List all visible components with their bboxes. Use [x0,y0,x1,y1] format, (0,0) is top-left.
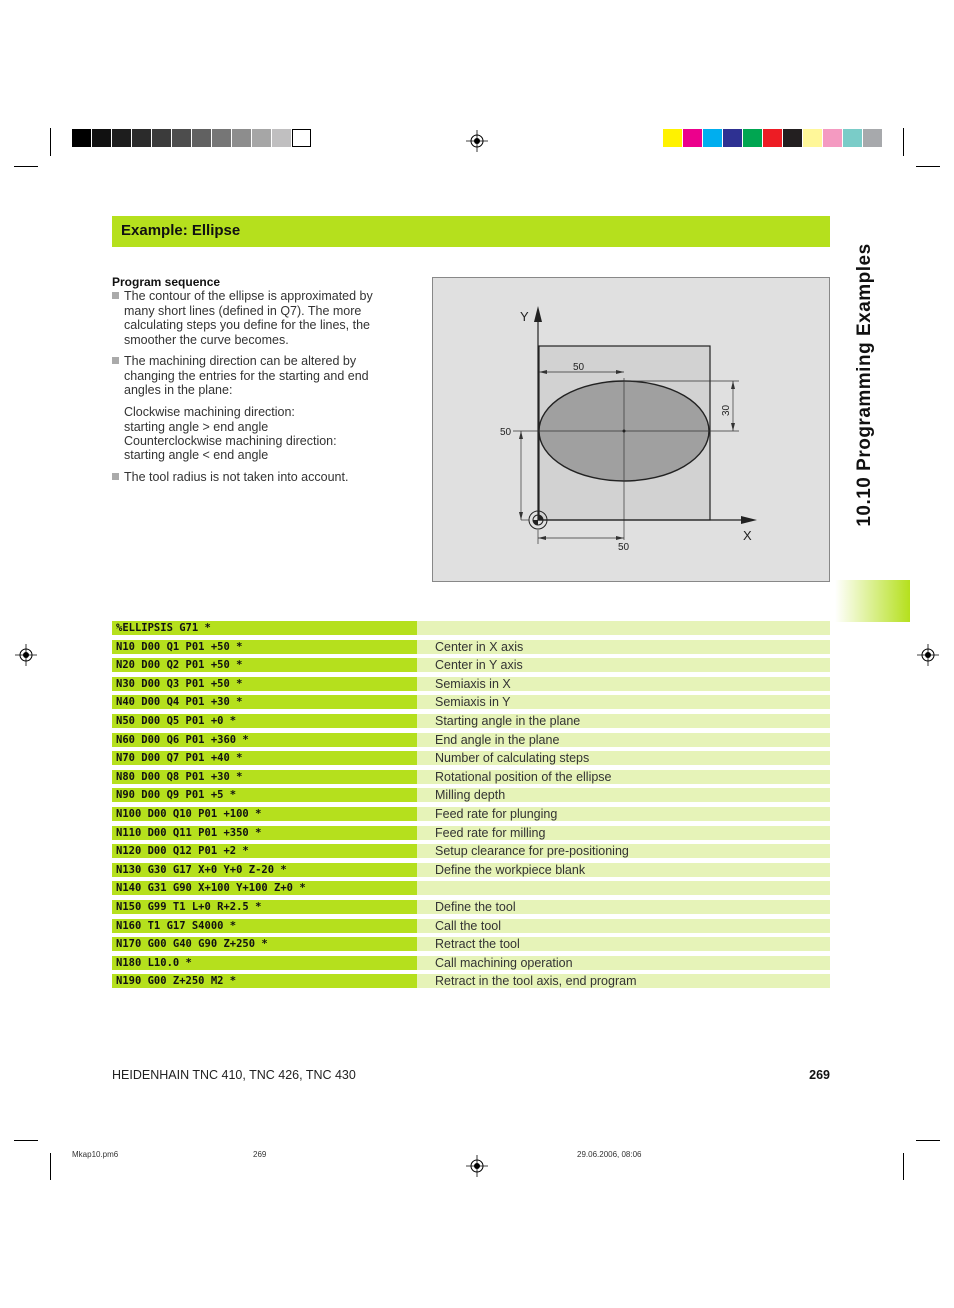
color-swatch [72,129,91,147]
crop-mark [903,1153,904,1180]
listing-row [112,919,830,933]
x-arrow-icon [741,516,757,524]
color-swatch [92,129,111,147]
listing-row [112,695,830,709]
nc-comment: Call machining operation [417,956,830,970]
nc-code: N40 D00 Q4 P01 +30 * [112,695,417,709]
crop-mark [903,128,904,156]
nc-code: N170 G00 G40 G90 Z+250 * [112,937,417,951]
nc-code: N140 G31 G90 X+100 Y+100 Z+0 * [112,881,417,895]
bullet-square-icon [112,473,119,480]
bullet-square-icon [112,357,119,364]
nc-code: N30 D00 Q3 P01 +50 * [112,677,417,691]
registration-mark-icon [917,644,939,666]
nc-code: N150 G99 T1 L+0 R+2.5 * [112,900,417,914]
listing-row [112,714,830,728]
nc-comment: Rotational position of the ellipse [417,770,830,784]
nc-comment: Starting angle in the plane [417,714,830,728]
page-number: 269 [809,1068,830,1082]
ccw-label: Counterclockwise machining direction: [124,434,337,448]
nc-code: N10 D00 Q1 P01 +50 * [112,640,417,654]
listing-row [112,937,830,951]
color-swatch [723,129,742,147]
nc-comment: Retract the tool [417,937,830,951]
listing-row [112,881,830,895]
listing-row [112,677,830,691]
color-swatch [743,129,762,147]
nc-code: N120 D00 Q12 P01 +2 * [112,844,417,858]
registration-mark-icon [15,644,37,666]
listing-row [112,640,830,654]
nc-comment: End angle in the plane [417,733,830,747]
listing-row [112,658,830,672]
nc-comment [417,881,830,895]
listing-row [112,621,830,635]
color-swatch [232,129,251,147]
nc-comment: Feed rate for milling [417,826,830,840]
color-swatch [823,129,842,147]
nc-code: %ELLIPSIS G71 * [112,621,417,635]
listing-row [112,751,830,765]
slug-filename: Mkap10.pm6 [72,1150,119,1159]
bullet-text: The contour of the ellipse is approximated by many short lines (defined in Q7). The more calculating steps you define for the lines, the smoother the curve becomes. [124,289,373,347]
bullet-item [112,354,392,398]
color-swatch [292,129,311,147]
listing-row [112,826,830,840]
chapter-tab [835,580,910,622]
color-swatch [783,129,802,147]
side-chapter-title [835,215,895,555]
nc-code: N20 D00 Q2 P01 +50 * [112,658,417,672]
section-title: Example: Ellipse [121,222,241,239]
cw-label: Clockwise machining direction: [124,405,295,419]
color-swatch [863,129,882,147]
nc-comment: Center in Y axis [417,658,830,672]
color-swatch [763,129,782,147]
x-axis-label: X [743,528,752,543]
crop-mark [916,166,940,167]
color-swatch [683,129,702,147]
ellipse-drawing [432,277,830,582]
section-header [112,216,830,247]
bullet-square-icon [112,292,119,299]
cw-rule: starting angle > end angle [124,420,269,434]
chapter-title-text: 10.10 Programming Examples [854,243,875,527]
color-swatch [152,129,171,147]
nc-comment [417,621,830,635]
color-swatch [663,129,682,147]
nc-comment: Setup clearance for pre-positioning [417,844,830,858]
nc-comment: Semiaxis in X [417,677,830,691]
color-swatch [112,129,131,147]
nc-code: N100 D00 Q10 P01 +100 * [112,807,417,821]
registration-mark-icon [466,130,488,152]
color-swatch [272,129,291,147]
nc-code: N90 D00 Q9 P01 +5 * [112,788,417,802]
crop-mark [50,1153,51,1180]
nc-code: N70 D00 Q7 P01 +40 * [112,751,417,765]
dim-top-label: 50 [573,362,585,373]
nc-code: N60 D00 Q6 P01 +360 * [112,733,417,747]
bullet-item [112,470,392,485]
crop-mark [14,166,38,167]
color-swatch [172,129,191,147]
listing-row [112,844,830,858]
crop-mark [14,1140,38,1141]
footer-product: HEIDENHAIN TNC 410, TNC 426, TNC 430 [112,1068,356,1082]
color-swatch [803,129,822,147]
nc-code: N110 D00 Q11 P01 +350 * [112,826,417,840]
crop-mark [916,1140,940,1141]
nc-code: N130 G30 G17 X+0 Y+0 Z-20 * [112,863,417,877]
color-swatch [132,129,151,147]
listing-row [112,770,830,784]
nc-comment: Milling depth [417,788,830,802]
color-swatch [192,129,211,147]
crop-mark [50,128,51,156]
bullet-text: The machining direction can be altered by changing the entries for the starting and end angles in the plane: [124,354,369,397]
dim-left-label: 50 [500,427,512,438]
nc-comment: Retract in the tool axis, end program [417,974,830,988]
dim-right-label: 30 [721,404,732,416]
program-sequence-title: Program sequence [112,275,221,289]
nc-code: N180 L10.0 * [112,956,417,970]
nc-comment: Feed rate for plunging [417,807,830,821]
bullet-text: The tool radius is not taken into account. [124,470,349,484]
color-swatch [703,129,722,147]
nc-code: N80 D00 Q8 P01 +30 * [112,770,417,784]
bullet-item [112,289,392,347]
nc-code: N160 T1 G17 S4000 * [112,919,417,933]
listing-row [112,807,830,821]
listing-row [112,900,830,914]
nc-comment: Define the workpiece blank [417,863,830,877]
listing-row [112,733,830,747]
nc-comment: Define the tool [417,900,830,914]
listing-row [112,788,830,802]
color-swatch [843,129,862,147]
nc-comment: Number of calculating steps [417,751,830,765]
nc-comment: Call the tool [417,919,830,933]
color-swatch [252,129,271,147]
listing-row [112,863,830,877]
nc-code: N50 D00 Q5 P01 +0 * [112,714,417,728]
listing-row [112,956,830,970]
nc-comment: Semiaxis in Y [417,695,830,709]
y-arrow-icon [534,306,542,322]
dim-bottom-label: 50 [618,542,630,553]
nc-comment: Center in X axis [417,640,830,654]
slug-page: 269 [253,1150,267,1159]
listing-row [112,974,830,988]
registration-mark-icon [466,1155,488,1177]
ccw-rule: starting angle < end angle [124,448,269,462]
color-swatch [212,129,231,147]
nc-code: N190 G00 Z+250 M2 * [112,974,417,988]
slug-date: 29.06.2006, 08:06 [577,1150,642,1159]
y-axis-label: Y [520,309,529,324]
